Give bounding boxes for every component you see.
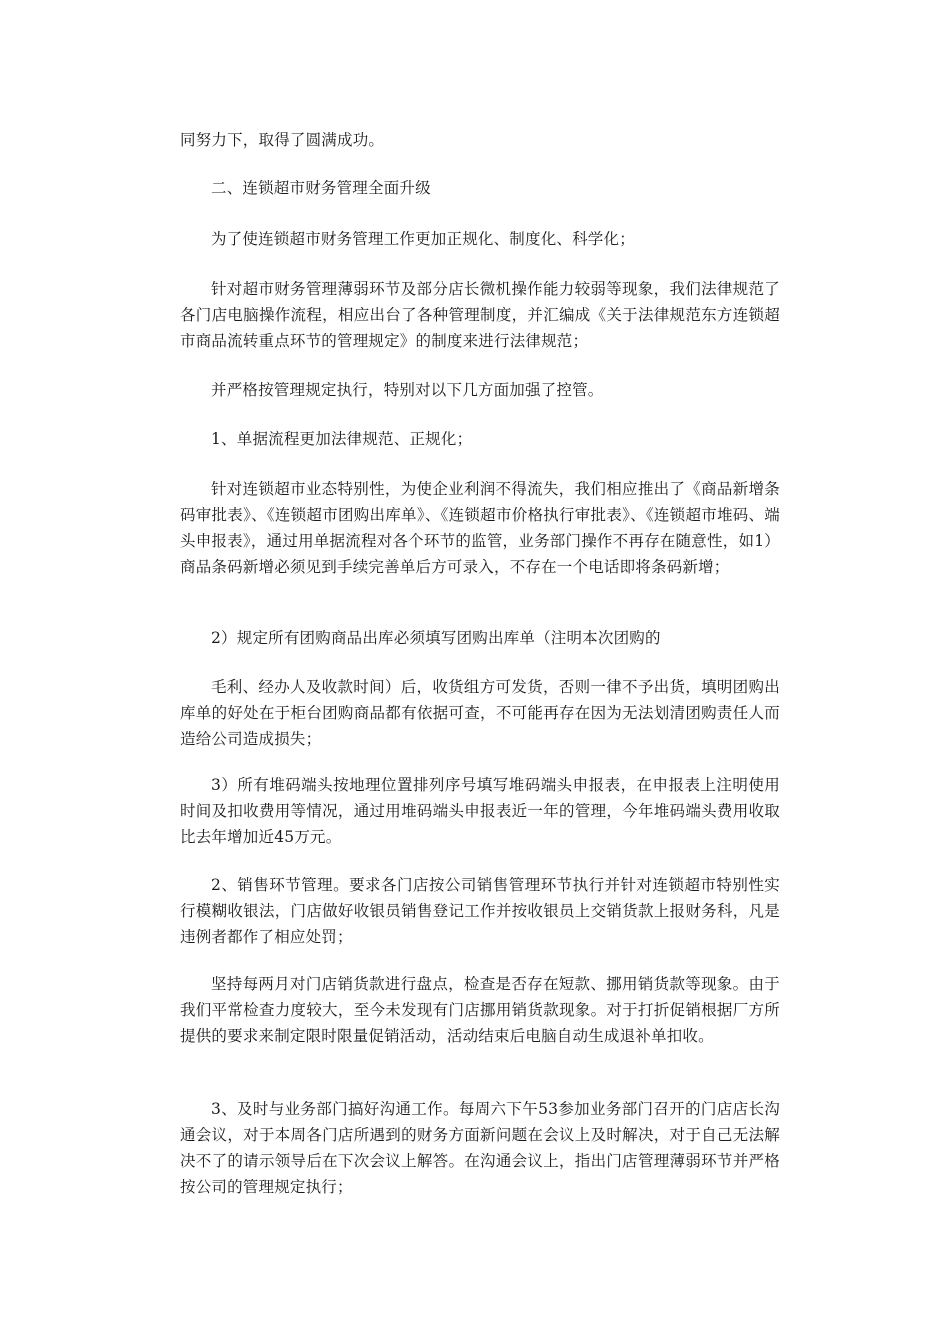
paragraph: 坚持每两月对门店销货款进行盘点，检查是否存在短款、挪用销货款等现象。由于我们平常检查力度较大，至今未发现有门店挪用销货款现象。对于打折促销根据厂方所提供的要求来制定限时限量促销活动，活动结束后电脑自动生成退补单扣收。 [180, 975, 780, 1045]
paragraph: 并严格按管理规定执行，特别对以下几方面加强了控管。 [211, 381, 604, 399]
paragraph: 针对连锁超市业态特别性，为使企业利润不得流失，我们相应推出了《商品新增条码审批表》、《连锁超市团购出库单》、《连锁超市价格执行审批表》、《连锁超市堆码、端头申报表》，通过用单据流程对各个环节的监管，业务部门操作不再存在随意性，如1）商品条码新增必须见到手续完善单后方可录入，不存在一个电话即将条码新增； [180, 480, 780, 576]
paragraph: 2）规定所有团购商品出库必须填写团购出库单（注明本次团购的 [211, 629, 661, 647]
paragraph: 毛利、经办人及收款时间）后，收货组方可发货，否则一律不予出货，填明团购出库单的好处在于柜台团购商品都有依据可查，不可能再存在因为无法划清团购责任人而造给公司造成损失； [180, 678, 780, 748]
section-heading: 二、连锁超市财务管理全面升级 [211, 179, 431, 197]
paragraph: 为了使连锁超市财务管理工作更加正规化、制度化、科学化； [211, 230, 635, 248]
paragraph: 3）所有堆码端头按地理位置排列序号填写堆码端头申报表，在申报表上注明使用时间及扣收费用等情况，通过用堆码端头申报表近一年的管理，今年堆码端头费用收取比去年增加近45万元。 [180, 776, 780, 846]
subsection-heading: 3、及时与业务部门搞好沟通工作。每周六下午53参加业务部门召开的门店店长沟通会议，对于本周各门店所遇到的财务方面新问题在会议上及时解决，对于自己无法解决不了的请示领导后在下次会议上解答。在沟通会议上，指出门店管理薄弱环节并严格按公司的管理规定执行； [180, 1100, 780, 1196]
subsection-heading: 2、销售环节管理。要求各门店按公司销售管理环节执行并针对连锁超市特别性实行模糊收银法，门店做好收银员销售登记工作并按收银员上交销货款上报财务科，凡是违例者都作了相应处罚； [180, 876, 780, 946]
paragraph-continuation: 同努力下，取得了圆满成功。 [180, 131, 385, 149]
subsection-heading: 1、单据流程更加法律规范、正规化； [211, 430, 473, 448]
paragraph: 针对超市财务管理薄弱环节及部分店长微机操作能力较弱等现象，我们法律规范了各门店电脑操作流程，相应出台了各种管理制度，并汇编成《关于法律规范东方连锁超市商品流转重点环节的管理规定》的制度来进行法律规范； [180, 280, 780, 350]
